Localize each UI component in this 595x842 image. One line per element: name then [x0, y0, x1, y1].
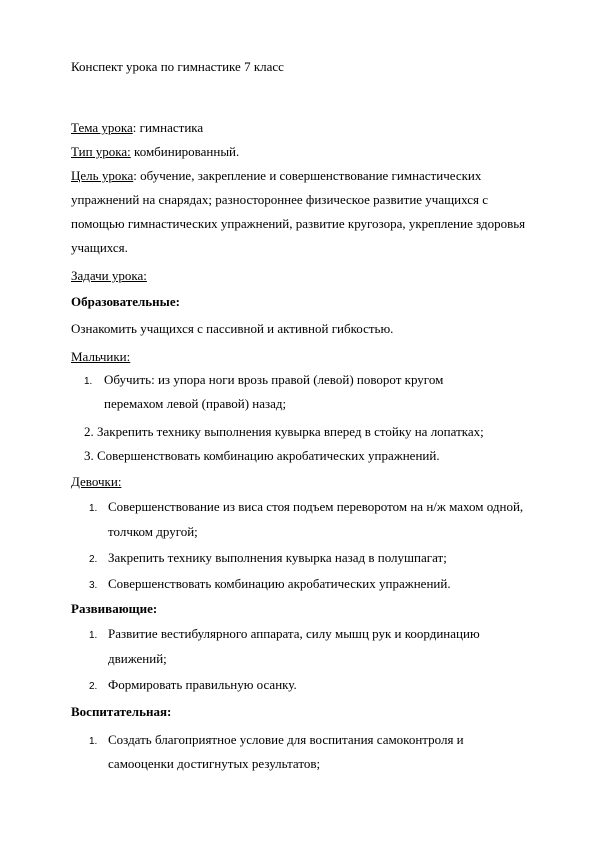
list-item-text: движений;	[108, 651, 167, 666]
tasks-label: Задачи урока:	[71, 268, 147, 283]
list-item-number: 3.	[84, 448, 94, 463]
list-item	[89, 622, 480, 648]
educational-intro: Ознакомить учащихся с пассивной и активной гибкостью.	[71, 321, 394, 336]
lesson-topic-value: : гимнастика	[132, 120, 204, 135]
list-item-number: 1.	[84, 376, 93, 387]
developing-heading: Развивающие:	[71, 601, 158, 616]
lesson-type-value: комбинированный.	[130, 144, 240, 159]
lesson-type-label: Тип урока:	[71, 144, 131, 159]
list-item-text: Развитие вестибулярного аппарата, силу мышц рук и координацию	[108, 626, 480, 641]
list-item	[89, 728, 464, 754]
upbringing-heading: Воспитательная:	[71, 704, 172, 719]
lesson-goal-text: упражнений на снарядах; разностороннее физическое развитие учащихся с	[71, 192, 488, 207]
educational-heading: Образовательные:	[71, 294, 180, 309]
list-item	[89, 546, 447, 572]
list-item-text: самооценки достигнутых результатов;	[108, 756, 321, 771]
list-item-text: Совершенствовать комбинацию акробатических упражнений.	[108, 576, 451, 591]
list-item-text: Закрепить технику выполнения кувырка вперед в стойку на лопатках;	[97, 424, 484, 439]
girls-label: Девочки:	[71, 474, 122, 489]
lesson-goal	[71, 164, 481, 188]
list-item-number: 1.	[89, 503, 98, 514]
lesson-goal-text: учащихся.	[71, 240, 128, 255]
list-item-text: Создать благоприятное условие для воспитания самоконтроля и	[108, 732, 464, 747]
list-item-text: Закрепить технику выполнения кувырка назад в полушпагат;	[108, 550, 447, 565]
list-item-number: 2.	[89, 681, 98, 692]
list-item	[84, 444, 440, 468]
lesson-goal-text: помощью гимнастических упражнений, развитие кругозора, укрепление здоровья	[71, 216, 526, 231]
lesson-topic-label: Тема урока	[71, 120, 133, 135]
list-item-number: 3.	[89, 580, 98, 591]
list-item	[89, 673, 297, 699]
lesson-topic	[71, 116, 203, 140]
lesson-type	[71, 140, 239, 164]
list-item	[89, 572, 451, 598]
lesson-goal-text: : обучение, закрепление и совершенствование гимнастических	[133, 168, 482, 183]
list-item	[84, 368, 443, 394]
list-item-number: 2.	[84, 424, 94, 439]
list-item-number: 2.	[89, 554, 98, 565]
list-item	[89, 495, 523, 521]
list-item-text: Обучить: из упора ноги врозь правой (левой) поворот кругом	[104, 372, 444, 387]
list-item	[84, 420, 484, 444]
list-item-text: Совершенствовать комбинацию акробатических упражнений.	[97, 448, 440, 463]
boys-label: Мальчики:	[71, 349, 131, 364]
list-item-number: 1.	[89, 630, 98, 641]
page-title: Конспект урока по гимнастике 7 класс	[71, 59, 284, 74]
list-item-text: Совершенствование из виса стоя подъем переворотом на н/ж махом одной,	[108, 499, 524, 514]
lesson-goal-label: Цель урока	[71, 168, 134, 183]
list-item-text: толчком другой;	[108, 524, 198, 539]
list-item-text: перемахом левой (правой) назад;	[104, 396, 287, 411]
list-item-text: Формировать правильную осанку.	[108, 677, 297, 692]
list-item-number: 1.	[89, 736, 98, 747]
